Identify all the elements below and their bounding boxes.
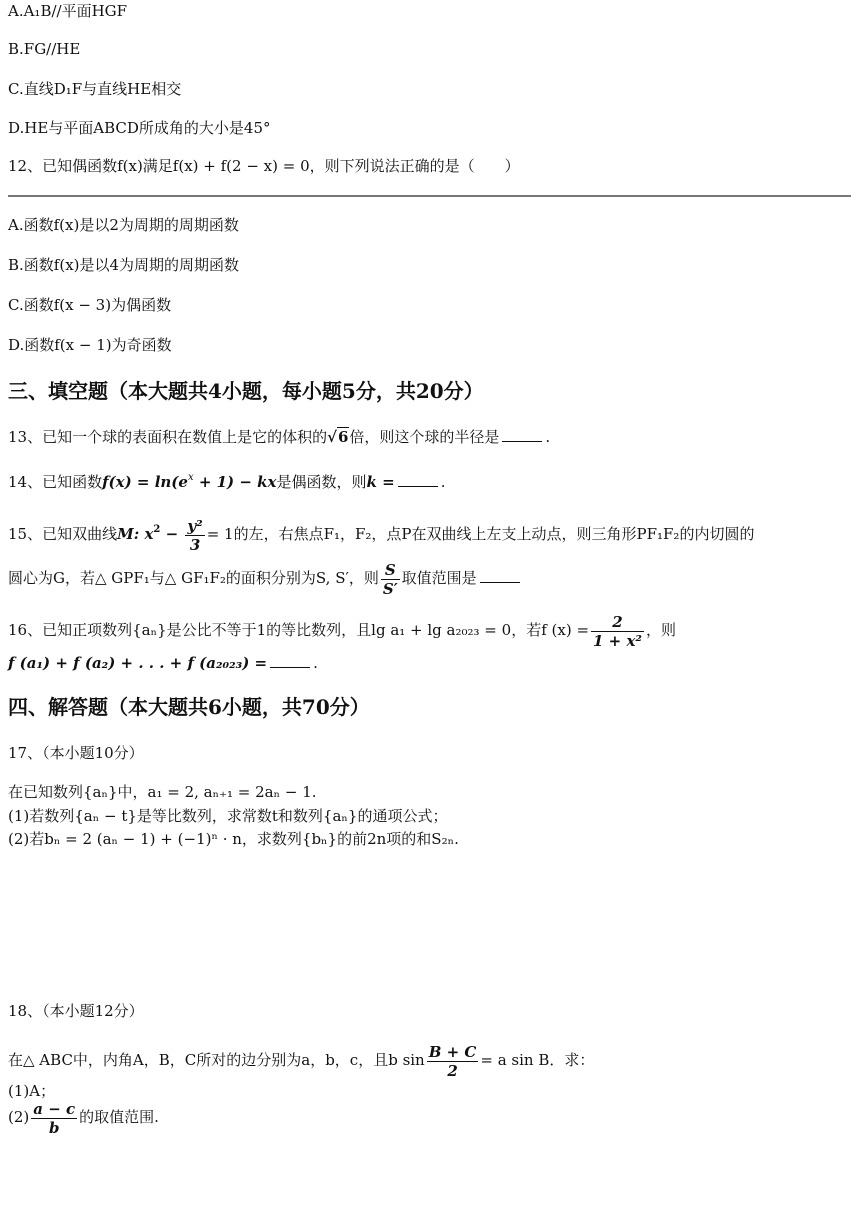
page-divider <box>8 195 851 197</box>
q18-part2-denominator: b <box>31 1118 77 1137</box>
q13-sqrt-sign: √ <box>327 428 337 446</box>
q15-ratio-denominator: S′ <box>382 579 398 598</box>
q13-end: . <box>545 428 551 446</box>
q15-ratio-fraction <box>381 561 400 598</box>
question-17-header: 17、（本小题10分） <box>8 744 144 762</box>
option-11-a: A.A₁B//平面HGF <box>8 2 128 20</box>
q15-text-pre: 15、已知双曲线 <box>8 525 118 543</box>
q15-ratio-numerator: S <box>384 560 396 579</box>
q14-expr: f(x) = ln(e <box>102 473 188 491</box>
q14-exp: x <box>187 472 194 483</box>
q15-expr: M: x <box>117 525 154 543</box>
q15-line2-post: 取值范围是 <box>401 569 477 587</box>
q18-frac-denominator: 2 <box>427 1061 479 1080</box>
option-11-b: B.FG//HE <box>8 40 81 58</box>
q15-text-mid: = 1的左，右焦点F₁，F₂，点P在双曲线上左支上动点，则三角形PF₁F₂的内切圆的 <box>206 525 755 543</box>
option-11-d: D.HE与平面ABCD所成角的大小是45° <box>8 119 271 137</box>
q14-answer-blank <box>398 472 438 487</box>
q16-line1-pre: 16、已知正项数列{aₙ}是公比不等于1的等比数列，且lg a₁ + lg a₂₀₂₃ = 0，若f (x) = <box>8 621 590 639</box>
question-17-line-3: (2)若bₙ = 2 (aₙ − 1) + (−1)ⁿ · n，求数列{bₙ}的前2n项的和S₂ₙ. <box>8 830 459 848</box>
q14-end: . <box>440 473 446 491</box>
option-12-b: B.函数f(x)是以4为周期的周期函数 <box>8 256 240 274</box>
question-17-line-2: (1)若数列{aₙ − t}是等比数列，求常数t和数列{aₙ}的通项公式； <box>8 807 448 825</box>
question-14 <box>8 467 445 493</box>
q13-sqrt-value: 6 <box>337 428 349 446</box>
q15-fraction <box>185 517 204 554</box>
q13-text-post: 倍，则这个球的半径是 <box>349 428 500 446</box>
q16-line1-post: ，则 <box>645 621 676 639</box>
q18-fraction <box>427 1043 479 1080</box>
section-4-heading: 四、解答题（本大题共6小题，共70分） <box>8 695 370 719</box>
option-12-d: D.函数f(x − 1)为奇函数 <box>8 336 172 354</box>
question-18-line-1 <box>8 1040 594 1080</box>
q18-frac-numerator: B + C <box>428 1042 477 1061</box>
q18-line1-pre: 在△ ABC中，内角A，B，C所对的边分别为a，b，c，且b sin <box>8 1051 425 1069</box>
question-15-line-1: 15、已知双曲线M: $x^2$ − $\frac{\text{y²}}{3}$ = 1的左，右焦点F₁，F₂，点P在双曲线上左支上动点，则三角形PF₁F₂的内切圆的 <box>8 516 755 554</box>
question-16-line-2 <box>8 652 318 674</box>
question-16-line-1 <box>8 610 676 650</box>
q14-text-pre: 14、已知函数 <box>8 473 103 491</box>
q16-frac-numerator: 2 <box>612 612 623 631</box>
question-17-line-1: 在已知数列{aₙ}中，a₁ = 2, aₙ₊₁ = 2aₙ − 1. <box>8 783 317 801</box>
question-18-part-2 <box>8 1097 159 1137</box>
q16-answer-blank <box>270 653 310 668</box>
q15-line2-pre: 圆心为G，若△ GPF₁与△ GF₁F₂的面积分别为S, S′，则 <box>8 569 379 587</box>
q16-line2-expr: f (a₁) + f (a₂) + . . . + f (a₂₀₂₃) = <box>8 654 268 672</box>
q18-line1-post: = a sin B．求： <box>480 1051 595 1069</box>
q15-answer-blank <box>480 568 520 583</box>
question-15-line-2 <box>8 558 523 598</box>
q14-k: k = <box>366 473 395 491</box>
question-12-stem: 12、已知偶函数f(x)满足f(x) + f(2 − x) = 0，则下列说法正确的是（ ） <box>8 157 520 175</box>
section-3-heading: 三、填空题（本大题共4小题，每小题5分，共20分） <box>8 379 484 403</box>
q15-frac-numerator: y² <box>187 516 203 535</box>
question-18-header: 18、（本小题12分） <box>8 1002 144 1020</box>
q15-frac-denominator: 3 <box>185 535 204 554</box>
q16-end: . <box>313 654 318 672</box>
q14-text-post: 是偶函数，则 <box>276 473 367 491</box>
q16-fraction <box>591 613 644 650</box>
q13-answer-blank <box>502 427 542 442</box>
q13-text-pre: 13、已知一个球的表面积在数值上是它的体积的 <box>8 428 328 446</box>
q18-part2-post: 的取值范围. <box>79 1108 159 1126</box>
option-12-c: C.函数f(x − 3)为偶函数 <box>8 296 172 314</box>
question-13 <box>8 426 550 448</box>
option-11-c: C.直线D₁F与直线HE相交 <box>8 80 182 98</box>
question-18-part-1: (1)A； <box>8 1082 56 1100</box>
q14-expr2: + 1) − kx <box>193 473 277 491</box>
q18-part2-pre: (2) <box>8 1108 30 1126</box>
q16-frac-denominator: 1 + x² <box>593 631 642 650</box>
option-12-a: A.函数f(x)是以2为周期的周期函数 <box>8 216 239 234</box>
q18-part2-fraction <box>31 1100 77 1137</box>
q18-part2-numerator: a − c <box>33 1099 76 1118</box>
